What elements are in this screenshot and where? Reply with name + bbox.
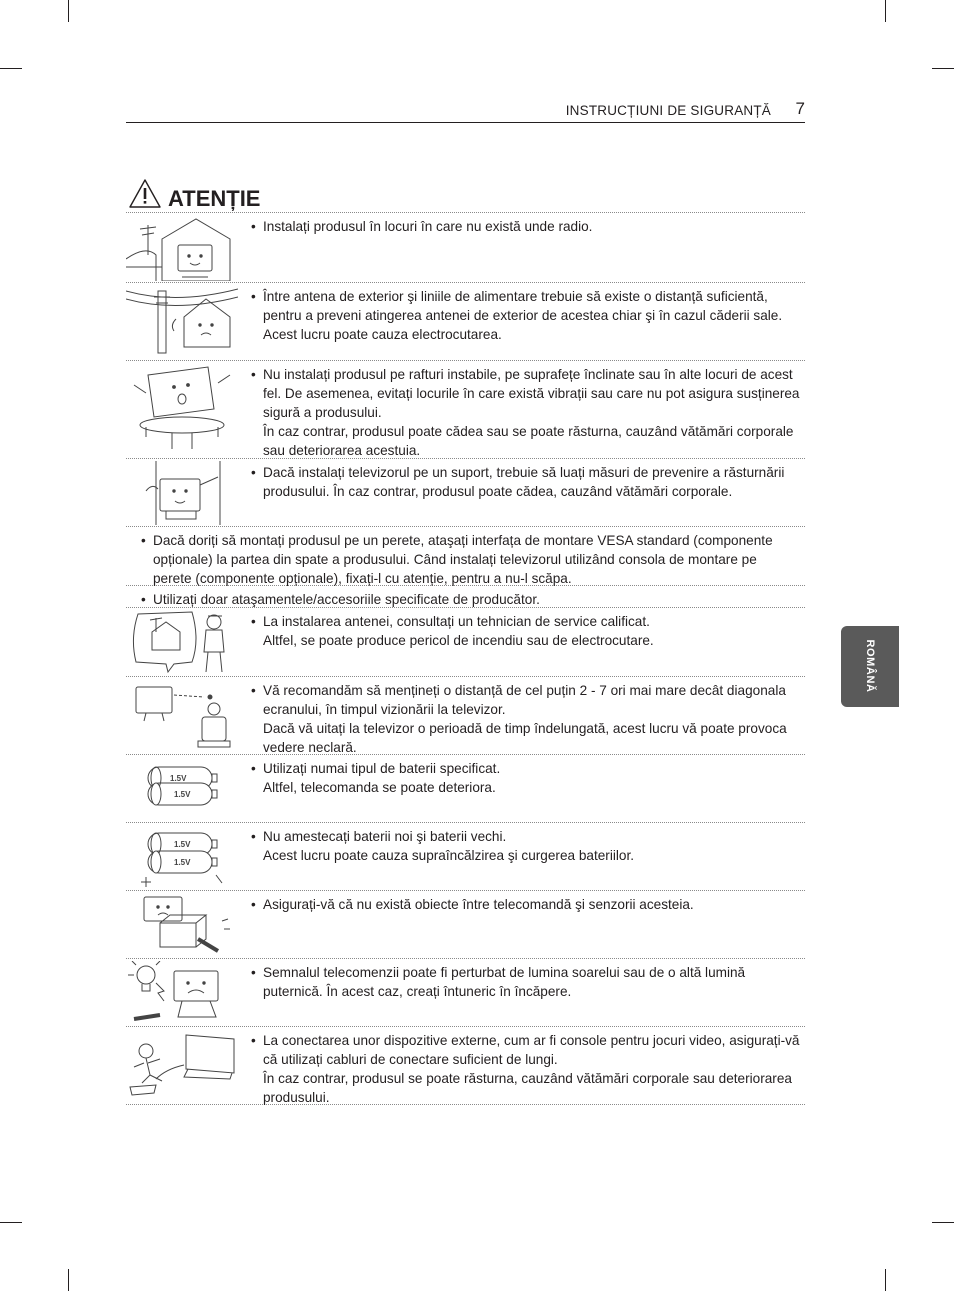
batteries-illustration — [126, 755, 238, 822]
remote-sunlight-illustration — [126, 959, 238, 1026]
crop-mark — [932, 68, 954, 69]
antenna-power-line-illustration — [126, 283, 238, 360]
list-item — [126, 459, 805, 527]
house-antenna-tv-illustration — [126, 213, 238, 282]
header-title: INSTRUCȚIUNI DE SIGURANȚĂ — [565, 103, 771, 118]
crop-mark — [885, 1269, 886, 1291]
list-item — [126, 213, 805, 283]
language-tab — [841, 626, 899, 707]
remote-obstacle-illustration — [126, 891, 238, 958]
list-item-text: • La instalarea antenei, consultați un tehnician de service calificat. — [263, 612, 801, 631]
list-item-text: • Dacă instalați televizorul pe un suport, trebuie să luați măsuri de prevenire a răsturnării produsului. În caz contrar, produsul poate cădea, cauzând vătămări corporale. — [263, 463, 801, 501]
list-item — [126, 527, 805, 586]
crop-mark — [932, 1222, 954, 1223]
list-item-subtext-content: Altfel, telecomanda se poate deteriora. — [263, 780, 496, 795]
list-item-subtext — [263, 631, 801, 650]
caution-list — [126, 212, 805, 1105]
list-item — [126, 283, 805, 361]
list-item-text: • Utilizați doar ataşamentele/accesoriile specificate de producător. — [153, 590, 785, 609]
list-item-text: • Nu amestecați baterii noi şi baterii vechi. — [263, 827, 801, 846]
list-item — [126, 608, 805, 677]
list-item-text: • Vă recomandăm să mențineți o distanță de cel puțin 2 - 7 ori mai mare decât diagonala ecranului, în timpul vizionării la televizor. — [263, 681, 801, 719]
list-item — [126, 755, 805, 823]
crop-mark — [68, 1269, 69, 1291]
list-item-subtext — [263, 325, 801, 344]
battery-label: 1.5V — [174, 790, 191, 799]
page-number: 7 — [795, 99, 805, 118]
mixed-batteries-illustration — [126, 823, 238, 890]
list-item — [126, 1027, 805, 1105]
list-item-text: • Instalați produsul în locuri în care nu există unde radio. — [263, 217, 801, 236]
battery-label: 1.5V — [170, 774, 187, 783]
list-item-subtext-content: Acest lucru poate cauza supraîncălzirea şi curgerea bateriilor. — [263, 848, 635, 863]
battery-label: 1.5V — [174, 840, 191, 849]
list-item-text: • Nu instalați produsul pe rafturi instabile, pe suprafețe înclinate sau în alte locuri de acest fel. De asemenea, evitați locurile în care există vibrații sau care nu pot asigura susținerea sigură a produsului. — [263, 365, 801, 422]
list-item-subtext — [263, 1069, 801, 1107]
tilting-tv-illustration — [126, 361, 238, 458]
section-title-text: ATENȚIE — [168, 186, 261, 211]
viewing-distance-illustration — [126, 677, 238, 754]
list-item-subtext-content: În caz contrar, produsul se poate răsturna, cauzând vătămări corporale sau deteriorarea produsului. — [263, 1071, 792, 1105]
warning-triangle-icon — [128, 178, 162, 210]
list-item-text: • Dacă doriți să montați produsul pe un perete, ataşați interfața de montare VESA standard (componente opționale) la partea din spate a produsului. Când instalați televizorul utilizând consola de montare pe perete (componente opționale), fixați-l cu atenție, pentru a nu-l scăpa. — [153, 531, 785, 588]
list-item-text: • Între antena de exterior şi liniile de alimentare trebuie să existe o distanță suficientă, pentru a preveni atingerea antenei de exterior de acestea chiar şi în cazul căderii sale. — [263, 287, 801, 325]
crop-mark — [0, 1222, 22, 1223]
list-item — [126, 361, 805, 459]
list-item-text: • La conectarea unor dispozitive externe, cum ar fi console pentru jocuri video, asigurați-vă că utilizați cabluri de conectare suficient de lungi. — [263, 1031, 801, 1069]
section-title — [128, 176, 260, 212]
list-item-text: • Utilizați numai tipul de baterii specificat. — [263, 759, 801, 778]
list-item-subtext — [263, 846, 801, 865]
crop-mark — [0, 68, 22, 69]
list-item-subtext-content: În caz contrar, produsul poate cădea sau se poate răsturna, cauzând vătămări corporale sau deteriorarea acestuia. — [263, 424, 794, 458]
list-item-subtext — [263, 719, 801, 757]
crop-mark — [68, 0, 69, 22]
crop-mark — [885, 0, 886, 22]
tv-strap-wall-illustration — [126, 459, 238, 526]
list-item-subtext — [263, 422, 801, 460]
list-item — [126, 959, 805, 1027]
list-item-subtext — [263, 778, 801, 797]
list-item-text: • Asigurați-vă că nu există obiecte între telecomandă şi senzorii acesteia. — [263, 895, 801, 914]
cable-trip-illustration — [126, 1027, 238, 1104]
language-tab-label: ROMÂNĂ — [864, 639, 876, 693]
list-item-subtext-content: Altfel, se poate produce pericol de incendiu sau de electrocutare. — [263, 633, 654, 648]
list-item — [126, 823, 805, 891]
list-item — [126, 677, 805, 755]
list-item-text: • Semnalul telecomenzii poate fi perturbat de lumina soarelui sau de o altă lumină puternică. În acest caz, creați întuneric în încăpere. — [263, 963, 801, 1001]
battery-label: 1.5V — [174, 858, 191, 867]
list-item-subtext-content: Acest lucru poate cauza electrocutarea. — [263, 327, 502, 342]
list-item — [126, 586, 805, 608]
list-item — [126, 891, 805, 959]
technician-antenna-illustration — [126, 608, 238, 676]
list-item-subtext-content: Dacă vă uitați la televizor o perioadă de timp îndelungată, acest lucru vă poate provoca vedere neclară. — [263, 721, 787, 755]
page-header — [126, 100, 805, 123]
